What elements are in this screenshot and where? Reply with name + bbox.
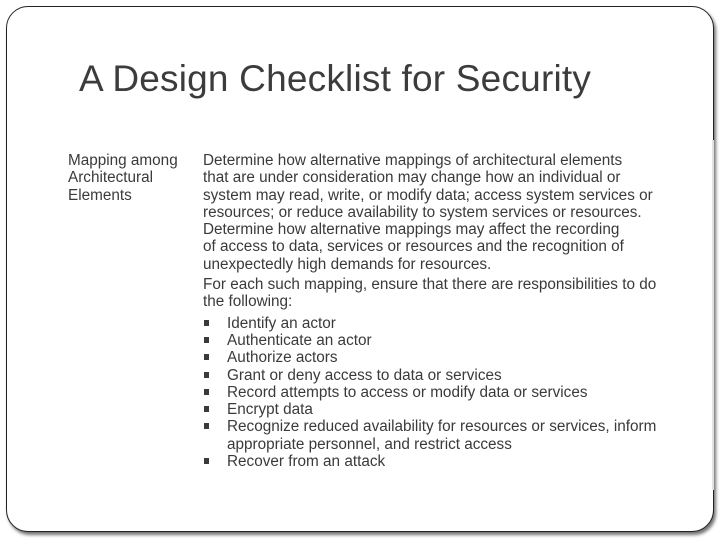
text-line: system may read, write, or modify data; access system services or — [203, 186, 653, 204]
list-item-text: Identify an actor — [227, 314, 336, 332]
square-bullet-icon — [204, 423, 209, 429]
slide-edge-divider — [712, 140, 714, 490]
text-line: that are under consideration may change how an individual or — [203, 169, 621, 187]
responsibility-list — [203, 315, 693, 471]
row-label-line: Elements — [68, 186, 132, 204]
list-item-text: Authorize actors — [227, 349, 338, 367]
square-bullet-icon — [204, 354, 209, 360]
list-item — [203, 315, 693, 332]
list-item — [203, 453, 693, 470]
text-line: For each such mapping, ensure that there are responsibilities to do — [203, 276, 657, 294]
slide-title: A Design Checklist for Security — [79, 58, 592, 99]
checklist-table-row — [68, 152, 692, 478]
square-bullet-icon — [204, 372, 209, 378]
list-item-text: Grant or deny access to data or services — [227, 366, 502, 384]
text-line: of access to data, services or resources and the recognition of — [203, 238, 624, 256]
list-item-text: Recognize reduced availability for resources or services, inform — [227, 418, 657, 436]
square-bullet-icon — [204, 406, 209, 412]
row-label — [68, 152, 198, 204]
row-label-line: Mapping among — [68, 152, 178, 169]
text-line: resources; or reduce availability to system services or resources. — [203, 203, 642, 221]
description-paragraph-2 — [203, 276, 693, 311]
list-item — [203, 384, 693, 401]
list-item-text: Encrypt data — [227, 401, 313, 419]
list-item-text: Authenticate an actor — [227, 331, 372, 349]
description-paragraph-1 — [203, 152, 693, 273]
list-item — [203, 367, 693, 384]
list-item-text: Record attempts to access or modify data or services — [227, 383, 588, 401]
square-bullet-icon — [204, 320, 209, 326]
list-item — [203, 418, 693, 453]
square-bullet-icon — [204, 458, 209, 464]
text-line: the following: — [203, 293, 293, 311]
row-label-line: Architectural — [68, 169, 154, 187]
list-item — [203, 401, 693, 418]
list-item-text: Recover from an attack — [227, 453, 386, 471]
text-line: Determine how alternative mappings of architectural elements — [203, 152, 623, 169]
list-item — [203, 349, 693, 366]
list-item — [203, 332, 693, 349]
square-bullet-icon — [204, 389, 209, 395]
text-line: unexpectedly high demands for resources. — [203, 255, 492, 273]
row-description — [203, 152, 693, 470]
square-bullet-icon — [204, 337, 209, 343]
list-item-text: appropriate personnel, and restrict access — [227, 435, 512, 453]
text-line: Determine how alternative mappings may affect the recording — [203, 221, 620, 239]
